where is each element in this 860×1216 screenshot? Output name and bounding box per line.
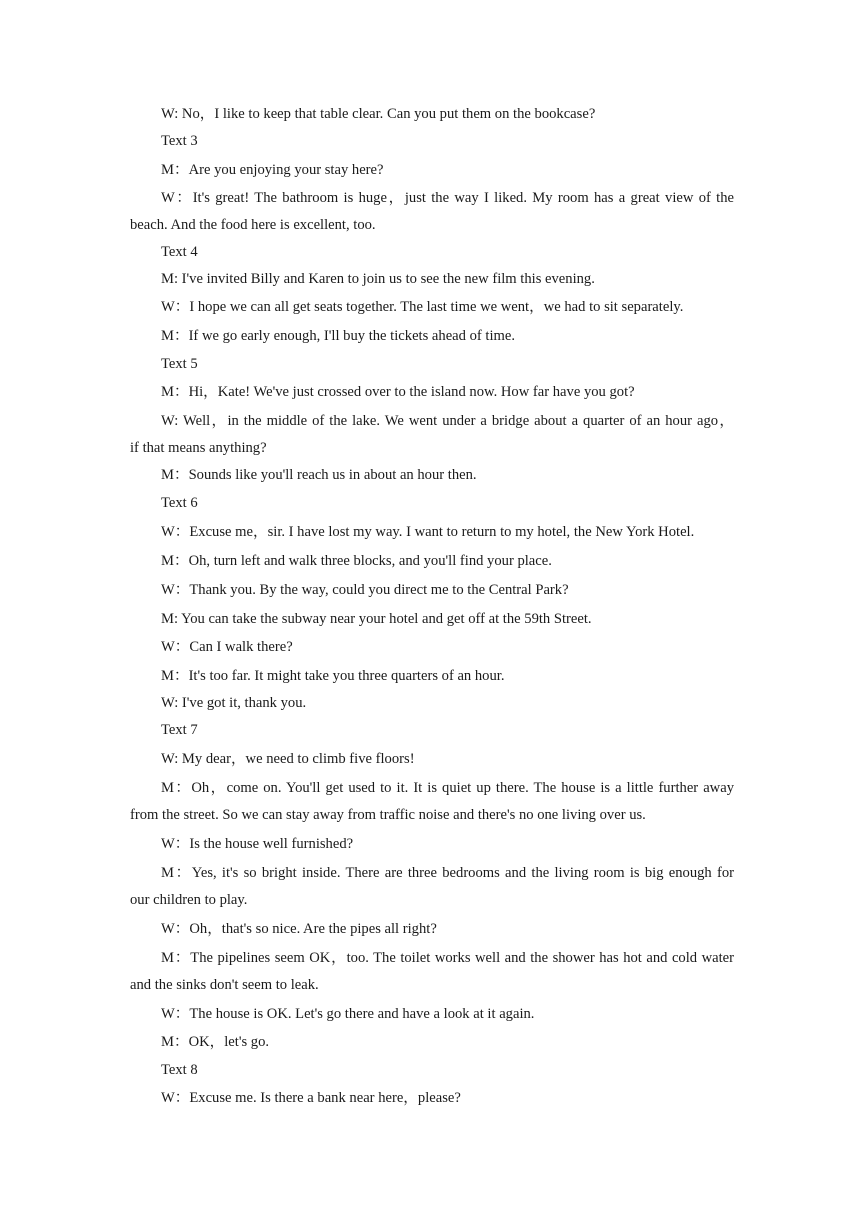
transcript-body bbox=[130, 101, 734, 1112]
transcript-line: W: No，I like to keep that table clear. Can you put them on the bookcase? bbox=[161, 106, 596, 122]
transcript-line: M：Are you enjoying your stay here? bbox=[161, 162, 384, 178]
transcript-line: M：OK，let's go. bbox=[161, 1034, 270, 1050]
transcript-line: our children to play. bbox=[130, 892, 248, 908]
transcript-line: W：Excuse me. Is there a bank near here，please? bbox=[161, 1090, 461, 1106]
transcript-line: M: You can take the subway near your hotel and get off at the 59th Street. bbox=[161, 611, 592, 627]
transcript-line: W：Oh，that's so nice. Are the pipes all right? bbox=[161, 921, 437, 937]
transcript-line: W: I've got it, thank you. bbox=[161, 695, 307, 711]
transcript-line: M：Oh，come on. You'll get used to it. It is quiet up there. The house is a little further away bbox=[161, 780, 734, 796]
transcript-line: from the street. So we can stay away from traffic noise and there's no one living over us. bbox=[130, 807, 646, 823]
section-heading-text-6: Text 6 bbox=[161, 495, 198, 511]
transcript-line: M：Oh, turn left and walk three blocks, and you'll find your place. bbox=[161, 553, 552, 569]
transcript-line: M：The pipelines seem OK，too. The toilet works well and the shower has hot and cold water bbox=[161, 950, 734, 966]
transcript-line: if that means anything? bbox=[130, 440, 267, 456]
transcript-line: W: My dear，we need to climb five floors! bbox=[161, 751, 415, 767]
transcript-line: W：Is the house well furnished? bbox=[161, 836, 354, 852]
transcript-line: M：It's too far. It might take you three quarters of an hour. bbox=[161, 668, 505, 684]
transcript-line: M：Sounds like you'll reach us in about an hour then. bbox=[161, 467, 477, 483]
section-heading-text-3: Text 3 bbox=[161, 133, 198, 149]
transcript-line: M：If we go early enough, I'll buy the tickets ahead of time. bbox=[161, 328, 515, 344]
section-heading-text-4: Text 4 bbox=[161, 244, 198, 260]
transcript-line: W：Excuse me，sir. I have lost my way. I want to return to my hotel, the New York Hotel. bbox=[161, 524, 695, 540]
transcript-line: W：The house is OK. Let's go there and have a look at it again. bbox=[161, 1006, 535, 1022]
transcript-line: W：I hope we can all get seats together. The last time we went，we had to sit separately. bbox=[161, 299, 684, 315]
transcript-line: M：Yes, it's so bright inside. There are three bedrooms and the living room is big enough for bbox=[161, 865, 734, 881]
transcript-line: beach. And the food here is excellent, too. bbox=[130, 217, 376, 233]
transcript-line: W：It's great! The bathroom is huge，just the way I liked. My room has a great view of the bbox=[161, 190, 734, 206]
transcript-line: M: I've invited Billy and Karen to join us to see the new film this evening. bbox=[161, 271, 595, 287]
section-heading-text-5: Text 5 bbox=[161, 356, 198, 372]
transcript-line: W: Well，in the middle of the lake. We went under a bridge about a quarter of an hour ago， bbox=[161, 413, 734, 429]
transcript-line: M：Hi，Kate! We've just crossed over to the island now. How far have you got? bbox=[161, 384, 635, 400]
transcript-line: W：Thank you. By the way, could you direct me to the Central Park? bbox=[161, 582, 569, 598]
section-heading-text-8: Text 8 bbox=[161, 1062, 198, 1078]
transcript-line: W：Can I walk there? bbox=[161, 639, 293, 655]
section-heading-text-7: Text 7 bbox=[161, 722, 198, 738]
transcript-line: and the sinks don't seem to leak. bbox=[130, 977, 319, 993]
